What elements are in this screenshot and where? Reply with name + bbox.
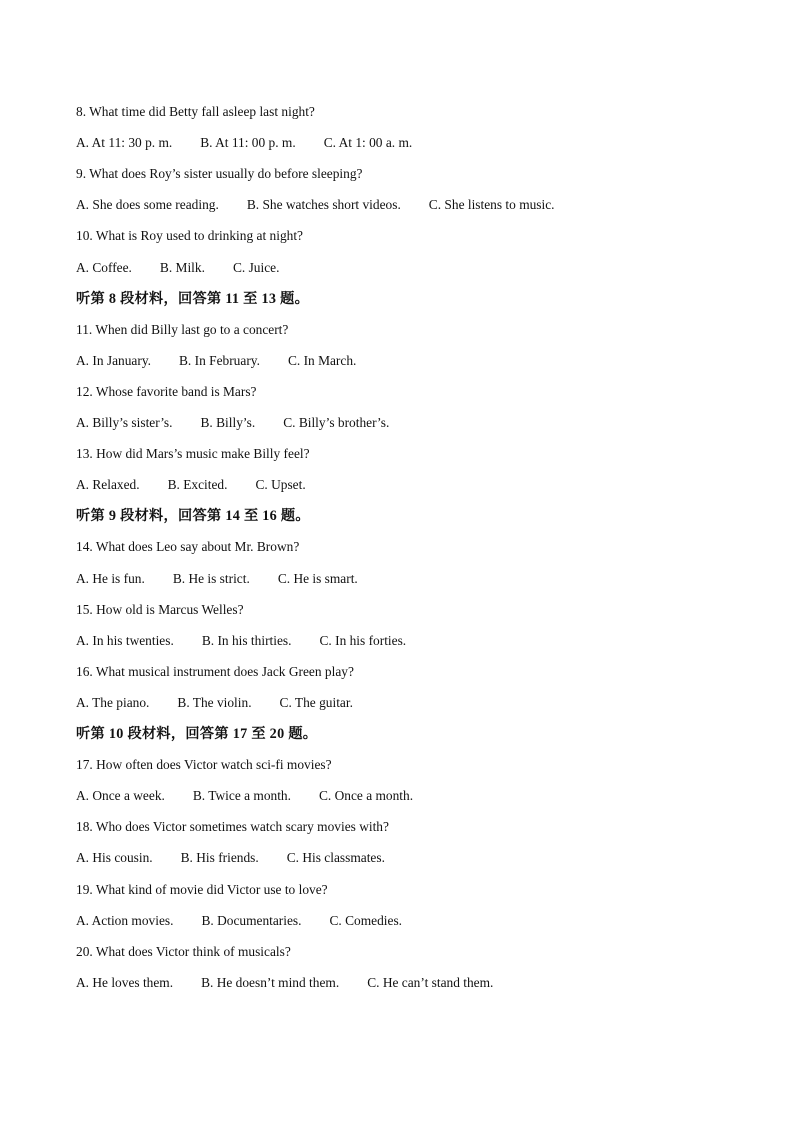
section-heading: 听第 9 段材料，回答第 14 至 16 题。: [76, 508, 310, 525]
answer-option-c: C. Once a month.: [318, 788, 414, 804]
answer-option-c: C. His classmates.: [286, 850, 385, 866]
answer-options: [76, 787, 413, 805]
question-text: 20. What does Victor think of musicals?: [76, 943, 291, 959]
answer-option-a: A. His cousin.: [76, 850, 153, 866]
answer-option-b: B. Documentaries.: [201, 912, 302, 928]
question-text: 17. How often does Victor watch sci-fi movies?: [76, 757, 332, 773]
answer-option-c: C. At 1: 00 a. m.: [323, 135, 413, 151]
answer-options: [76, 414, 389, 432]
answer-option-a: A. In his twenties.: [76, 632, 174, 648]
answer-option-c: C. Comedies.: [329, 912, 403, 928]
answer-options: [76, 632, 406, 650]
answer-option-b: B. His friends.: [180, 850, 259, 866]
question-text: 12. Whose favorite band is Mars?: [76, 383, 257, 399]
answer-option-b: B. At 11: 00 p. m.: [200, 135, 296, 151]
answer-option-c: C. In his forties.: [319, 632, 407, 648]
answer-option-b: B. He doesn’t mind them.: [201, 974, 340, 990]
question-text: 19. What kind of movie did Victor use to love?: [76, 881, 328, 897]
section-heading: 听第 8 段材料，回答第 11 至 13 题。: [76, 290, 310, 307]
question-text: 18. Who does Victor sometimes watch scary movies with?: [76, 819, 389, 835]
answer-option-a: A. He loves them.: [76, 974, 174, 990]
answer-option-c: C. She listens to music.: [428, 197, 555, 213]
answer-option-a: A. Relaxed.: [76, 477, 140, 493]
answer-option-c: C. The guitar.: [279, 694, 353, 710]
answer-options: [76, 912, 402, 930]
answer-options: [76, 694, 353, 712]
question-text: 15. How old is Marcus Welles?: [76, 601, 244, 617]
question-text: 8. What time did Betty fall asleep last night?: [76, 104, 315, 119]
answer-options: [76, 196, 555, 214]
answer-option-b: B. Twice a month.: [192, 788, 291, 804]
answer-option-a: A. He is fun.: [76, 570, 145, 586]
answer-options: [76, 570, 358, 588]
answer-option-b: B. She watches short videos.: [246, 197, 401, 213]
answer-options: [76, 259, 279, 277]
question-text: 13. How did Mars’s music make Billy feel?: [76, 446, 310, 462]
answer-option-a: A. Action movies.: [76, 912, 174, 928]
section-heading: 听第 10 段材料，回答第 17 至 20 题。: [76, 726, 318, 742]
answer-option-a: A. Billy’s sister’s.: [76, 415, 173, 430]
answer-option-b: B. Billy’s.: [200, 415, 256, 430]
answer-option-a: A. At 11: 30 p. m.: [76, 135, 173, 151]
answer-option-a: A. She does some reading.: [76, 197, 219, 213]
answer-option-b: B. The violin.: [177, 694, 252, 710]
answer-option-a: A. Coffee.: [76, 259, 132, 275]
question-text: 9. What does Roy’s sister usually do before sleeping?: [76, 166, 363, 182]
answer-option-b: B. Excited.: [167, 477, 228, 493]
question-text: 11. When did Billy last go to a concert?: [76, 321, 289, 337]
answer-options: [76, 974, 493, 992]
answer-option-b: B. In February.: [179, 352, 260, 368]
answer-option-b: B. Milk.: [159, 259, 205, 275]
answer-options: [76, 849, 385, 867]
answer-option-a: A. In January.: [76, 352, 151, 368]
answer-option-c: C. Juice.: [232, 259, 280, 275]
answer-option-a: A. The piano.: [76, 694, 150, 710]
answer-option-b: B. In his thirties.: [201, 632, 292, 648]
answer-options: [76, 352, 356, 370]
question-text: 10. What is Roy used to drinking at night?: [76, 228, 303, 244]
answer-option-c: C. He is smart.: [277, 570, 358, 586]
answer-option-a: A. Once a week.: [76, 788, 165, 804]
answer-options: [76, 476, 306, 494]
answer-options: [76, 134, 412, 152]
answer-option-c: C. In March.: [287, 352, 357, 368]
answer-option-c: C. He can’t stand them.: [367, 974, 494, 990]
question-text: 16. What musical instrument does Jack Green play?: [76, 663, 354, 679]
answer-option-c: C. Upset.: [255, 477, 306, 493]
answer-option-b: B. He is strict.: [172, 570, 250, 586]
answer-option-c: C. Billy’s brother’s.: [283, 415, 390, 430]
question-text: 14. What does Leo say about Mr. Brown?: [76, 539, 300, 555]
